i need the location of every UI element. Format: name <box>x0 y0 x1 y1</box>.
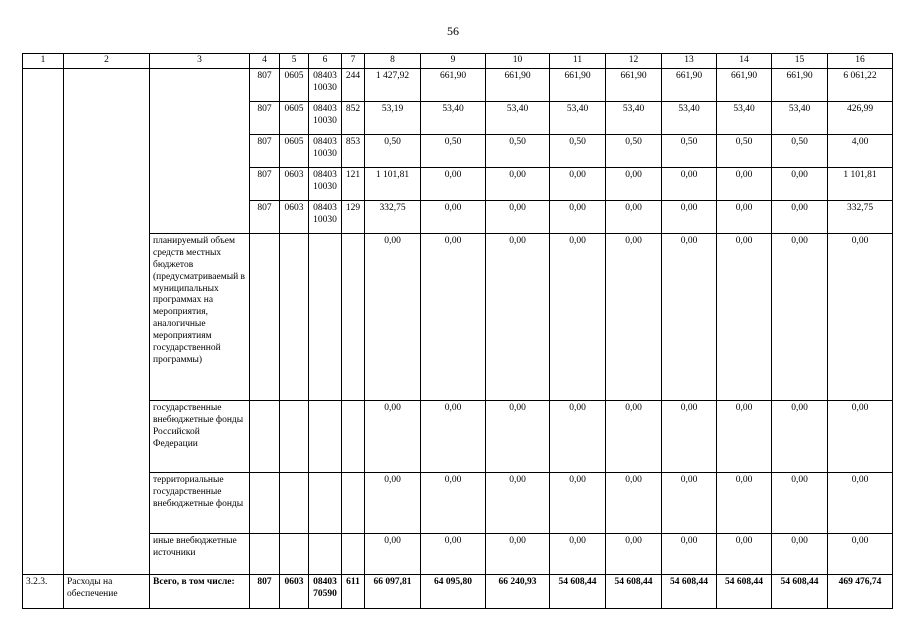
column-header: 3 <box>150 54 250 69</box>
value-cell: 53,40 <box>662 102 717 135</box>
column-header: 12 <box>606 54 662 69</box>
kbk-ministry: 807 <box>250 168 280 201</box>
value-cell: 0,00 <box>662 168 717 201</box>
value-cell: 0,00 <box>606 473 662 534</box>
total-cell: 1 101,81 <box>828 168 893 201</box>
kbk-expense-type: 611 <box>342 575 365 609</box>
kbk-section: 0605 <box>280 69 309 102</box>
empty-cell <box>280 234 309 401</box>
kbk-target-article: 08403 10030 <box>309 69 342 102</box>
value-cell: 0,00 <box>606 234 662 401</box>
kbk-target-article: 08403 10030 <box>309 201 342 234</box>
value-cell: 53,40 <box>421 102 486 135</box>
budget-table <box>22 53 893 609</box>
total-label: Всего, в том числе: <box>150 575 250 609</box>
empty-cell <box>342 234 365 401</box>
empty-cell <box>342 534 365 575</box>
item-name: Расходы на обеспечение <box>64 575 150 609</box>
funding-source-label: государственные внебюджетные фонды Российской Федерации <box>150 401 250 473</box>
value-cell: 0,00 <box>486 201 550 234</box>
value-cell: 0,50 <box>717 135 772 168</box>
empty-cell <box>309 401 342 473</box>
kbk-section: 0605 <box>280 135 309 168</box>
column-header: 2 <box>64 54 150 69</box>
value-cell: 54 608,44 <box>772 575 828 609</box>
value-cell: 53,40 <box>606 102 662 135</box>
kbk-ministry: 807 <box>250 102 280 135</box>
value-cell: 0,00 <box>421 168 486 201</box>
value-cell: 0,00 <box>486 401 550 473</box>
funding-source-row <box>23 473 893 534</box>
value-cell: 661,90 <box>717 69 772 102</box>
kbk-expense-type: 852 <box>342 102 365 135</box>
empty-cell <box>250 473 280 534</box>
value-cell: 0,00 <box>606 168 662 201</box>
empty-cell <box>309 534 342 575</box>
kbk-section: 0603 <box>280 575 309 609</box>
total-cell: 426,99 <box>828 102 893 135</box>
total-cell: 0,00 <box>828 401 893 473</box>
kbk-target-article: 08403 10030 <box>309 168 342 201</box>
value-cell: 661,90 <box>662 69 717 102</box>
value-cell: 0,50 <box>606 135 662 168</box>
empty-cell <box>280 401 309 473</box>
value-cell: 0,50 <box>662 135 717 168</box>
value-cell: 53,40 <box>486 102 550 135</box>
kbk-row <box>23 69 893 102</box>
value-cell: 0,00 <box>486 234 550 401</box>
column-header: 13 <box>662 54 717 69</box>
value-cell: 0,00 <box>365 534 421 575</box>
empty-cell <box>342 473 365 534</box>
funding-source-row <box>23 401 893 473</box>
value-cell: 0,00 <box>421 473 486 534</box>
total-cell: 0,00 <box>828 473 893 534</box>
column-header: 14 <box>717 54 772 69</box>
value-cell: 661,90 <box>606 69 662 102</box>
kbk-section: 0603 <box>280 168 309 201</box>
value-cell: 0,00 <box>550 234 606 401</box>
value-cell: 0,00 <box>365 234 421 401</box>
kbk-ministry: 807 <box>250 69 280 102</box>
value-cell: 53,40 <box>717 102 772 135</box>
value-cell: 0,00 <box>550 401 606 473</box>
funding-source-label: планируемый объем средств местных бюджетов (предусматриваемый в муниципальных программах на мероприятия, аналогичные мероприятиям государственной программы) <box>150 234 250 401</box>
value-cell: 0,00 <box>550 473 606 534</box>
column-header: 15 <box>772 54 828 69</box>
value-cell: 0,00 <box>772 234 828 401</box>
value-cell: 0,50 <box>550 135 606 168</box>
total-cell: 332,75 <box>828 201 893 234</box>
empty-cell <box>250 401 280 473</box>
value-cell: 0,00 <box>486 534 550 575</box>
value-cell: 53,19 <box>365 102 421 135</box>
value-cell: 0,00 <box>486 473 550 534</box>
value-cell: 0,00 <box>717 234 772 401</box>
value-cell: 66 097,81 <box>365 575 421 609</box>
value-cell: 0,50 <box>421 135 486 168</box>
empty-cell <box>280 473 309 534</box>
value-cell: 0,00 <box>717 473 772 534</box>
value-cell: 0,00 <box>606 201 662 234</box>
value-cell: 0,00 <box>662 201 717 234</box>
value-cell: 53,40 <box>550 102 606 135</box>
kbk-target-article: 08403 10030 <box>309 135 342 168</box>
value-cell: 66 240,93 <box>486 575 550 609</box>
value-cell: 54 608,44 <box>717 575 772 609</box>
column-header: 7 <box>342 54 365 69</box>
empty-cell <box>280 534 309 575</box>
value-cell: 0,00 <box>365 401 421 473</box>
total-cell: 6 061,22 <box>828 69 893 102</box>
funding-source-label: территориальные государственные внебюджетные фонды <box>150 473 250 534</box>
value-cell: 0,50 <box>772 135 828 168</box>
value-cell: 0,00 <box>772 473 828 534</box>
kbk-target-article: 08403 10030 <box>309 102 342 135</box>
value-cell: 0,50 <box>486 135 550 168</box>
funding-source-row <box>23 234 893 401</box>
item-number-cell <box>23 69 64 575</box>
value-cell: 0,00 <box>717 168 772 201</box>
column-header: 16 <box>828 54 893 69</box>
funding-source-label: иные внебюджетные источники <box>150 534 250 575</box>
value-cell: 54 608,44 <box>606 575 662 609</box>
value-cell: 0,00 <box>606 401 662 473</box>
value-cell: 54 608,44 <box>550 575 606 609</box>
value-cell: 0,00 <box>662 401 717 473</box>
value-cell: 0,00 <box>606 534 662 575</box>
page-number: 56 <box>447 24 459 38</box>
total-cell: 0,00 <box>828 234 893 401</box>
column-header: 10 <box>486 54 550 69</box>
value-cell: 0,00 <box>772 201 828 234</box>
value-cell: 661,90 <box>486 69 550 102</box>
value-cell: 661,90 <box>421 69 486 102</box>
value-cell: 661,90 <box>772 69 828 102</box>
value-cell: 0,00 <box>772 168 828 201</box>
value-cell: 0,50 <box>365 135 421 168</box>
kbk-ministry: 807 <box>250 135 280 168</box>
funding-source-cell <box>150 69 250 234</box>
column-header: 8 <box>365 54 421 69</box>
value-cell: 661,90 <box>550 69 606 102</box>
empty-cell <box>309 234 342 401</box>
kbk-ministry: 807 <box>250 575 280 609</box>
total-cell: 4,00 <box>828 135 893 168</box>
column-header: 5 <box>280 54 309 69</box>
value-cell: 54 608,44 <box>662 575 717 609</box>
value-cell: 0,00 <box>550 201 606 234</box>
value-cell: 0,00 <box>486 168 550 201</box>
column-number-row <box>23 54 893 69</box>
item-number: 3.2.3. <box>23 575 64 609</box>
column-header: 11 <box>550 54 606 69</box>
value-cell: 0,00 <box>717 201 772 234</box>
empty-cell <box>342 401 365 473</box>
value-cell: 0,00 <box>421 201 486 234</box>
value-cell: 0,00 <box>717 534 772 575</box>
value-cell: 0,00 <box>772 534 828 575</box>
kbk-expense-type: 853 <box>342 135 365 168</box>
column-header: 4 <box>250 54 280 69</box>
value-cell: 0,00 <box>365 473 421 534</box>
item-name-cell <box>64 69 150 575</box>
total-cell: 469 476,74 <box>828 575 893 609</box>
value-cell: 0,00 <box>550 168 606 201</box>
kbk-expense-type: 121 <box>342 168 365 201</box>
value-cell: 1 427,92 <box>365 69 421 102</box>
empty-cell <box>250 534 280 575</box>
kbk-ministry: 807 <box>250 201 280 234</box>
value-cell: 53,40 <box>772 102 828 135</box>
column-header: 6 <box>309 54 342 69</box>
value-cell: 0,00 <box>421 534 486 575</box>
value-cell: 0,00 <box>662 534 717 575</box>
value-cell: 1 101,81 <box>365 168 421 201</box>
kbk-expense-type: 244 <box>342 69 365 102</box>
empty-cell <box>309 473 342 534</box>
funding-source-row <box>23 534 893 575</box>
value-cell: 0,00 <box>550 534 606 575</box>
value-cell: 0,00 <box>772 401 828 473</box>
empty-cell <box>250 234 280 401</box>
value-cell: 0,00 <box>717 401 772 473</box>
value-cell: 64 095,80 <box>421 575 486 609</box>
value-cell: 332,75 <box>365 201 421 234</box>
kbk-section: 0603 <box>280 201 309 234</box>
kbk-target-article: 08403 70590 <box>309 575 342 609</box>
value-cell: 0,00 <box>421 234 486 401</box>
value-cell: 0,00 <box>662 473 717 534</box>
summary-row <box>23 575 893 609</box>
column-header: 9 <box>421 54 486 69</box>
value-cell: 0,00 <box>421 401 486 473</box>
kbk-section: 0605 <box>280 102 309 135</box>
value-cell: 0,00 <box>662 234 717 401</box>
total-cell: 0,00 <box>828 534 893 575</box>
kbk-expense-type: 129 <box>342 201 365 234</box>
column-header: 1 <box>23 54 64 69</box>
